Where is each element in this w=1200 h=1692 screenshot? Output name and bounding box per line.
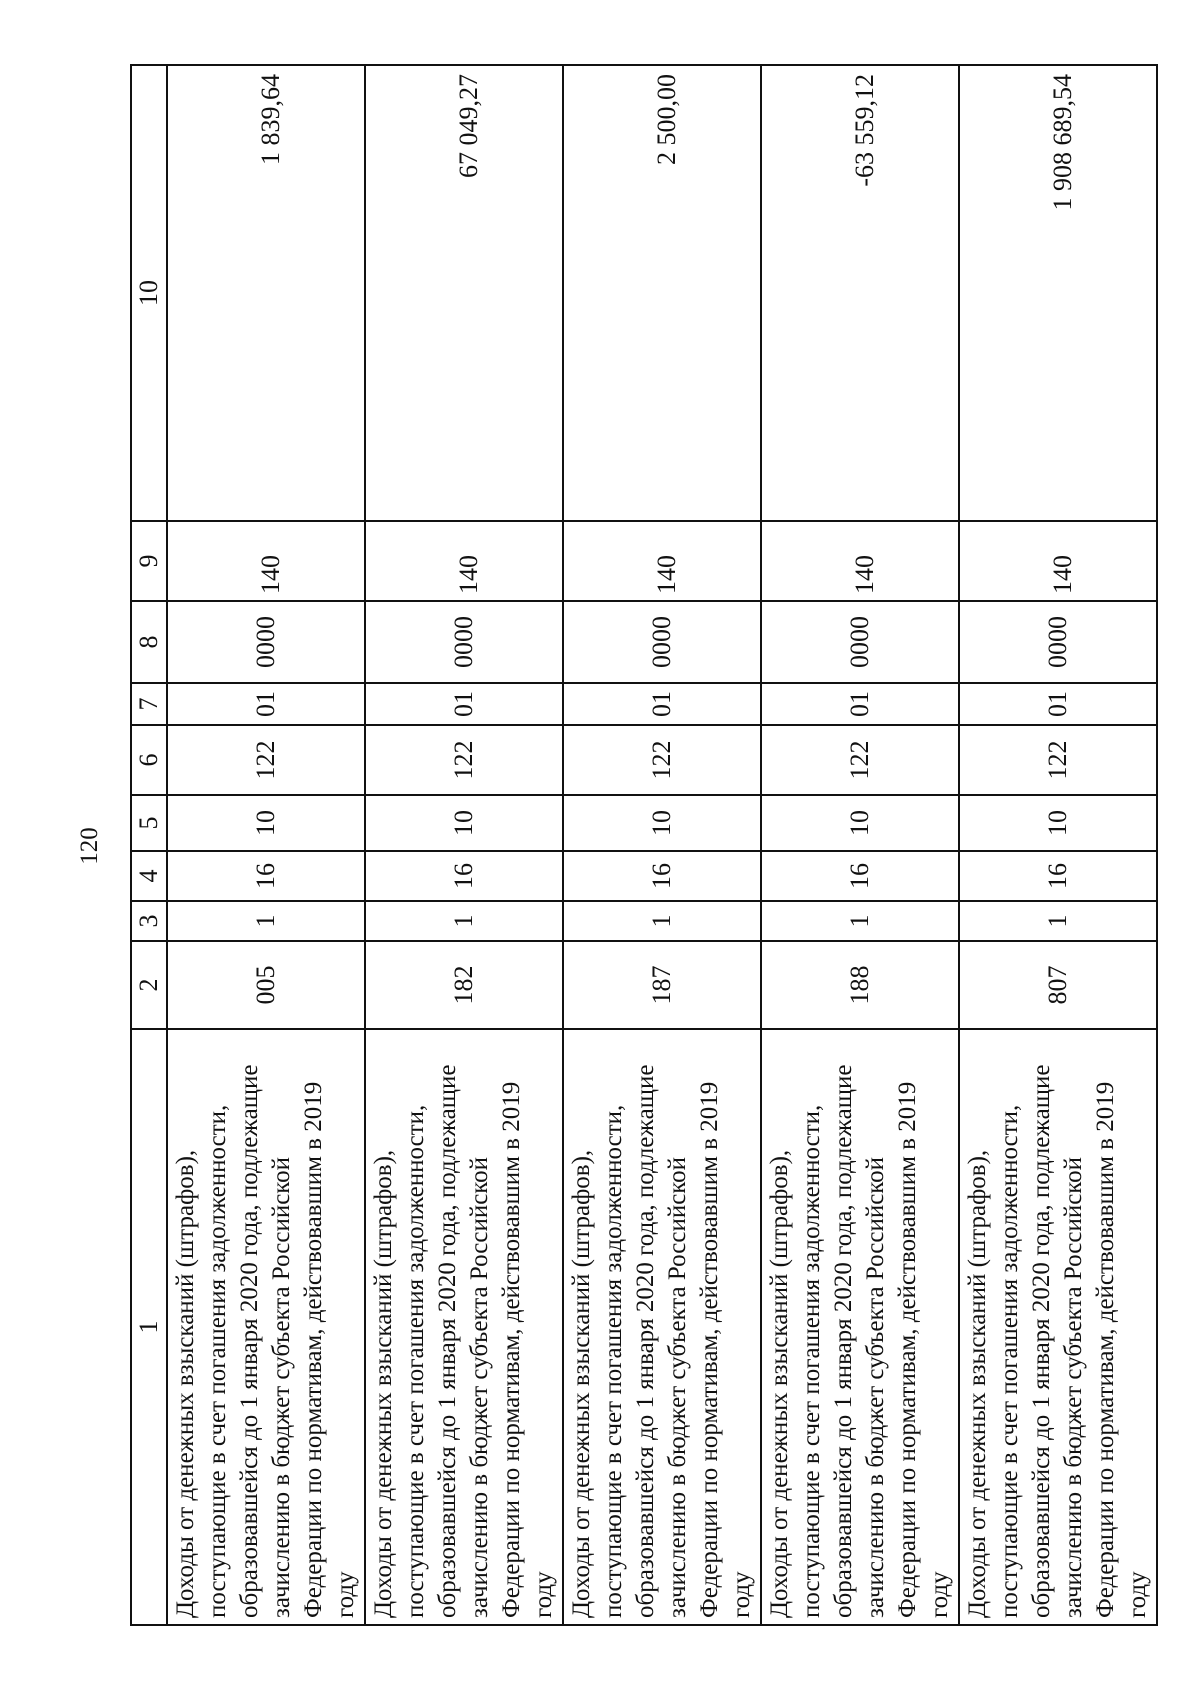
code-cell: 10	[563, 795, 761, 851]
code-cell: 10	[365, 795, 563, 851]
admin-code-cell: 807	[959, 941, 1157, 1029]
admin-code-cell: 182	[365, 941, 563, 1029]
row-description: Доходы от денежных взысканий (штрафов), поступающие в счет погашения задолженности, образовавшейся до 1 января 2020 года, подлежащие зачислению в бюджет субъекта Российской Федерации по нормативам, действовавшим в 2019 году	[167, 1029, 365, 1625]
column-header: 1	[131, 1029, 167, 1625]
table-row	[365, 65, 563, 1625]
code-cell: 16	[563, 851, 761, 901]
code-cell: 16	[761, 851, 959, 901]
column-header: 7	[131, 683, 167, 725]
amount-cell: 2 500,00	[563, 65, 761, 521]
code-cell: 1	[563, 901, 761, 941]
rotated-table-wrapper	[130, 66, 1151, 1626]
admin-code-cell: 187	[563, 941, 761, 1029]
column-header: 5	[131, 795, 167, 851]
column-header: 3	[131, 901, 167, 941]
table-header-row	[131, 65, 167, 1625]
amount-cell: 1 839,64	[167, 65, 365, 521]
code-cell: 10	[959, 795, 1157, 851]
code-cell: 0000	[761, 601, 959, 683]
table-row	[167, 65, 365, 1625]
code-cell: 1	[959, 901, 1157, 941]
code-cell: 10	[761, 795, 959, 851]
row-description: Доходы от денежных взысканий (штрафов), поступающие в счет погашения задолженности, образовавшейся до 1 января 2020 года, подлежащие зачислению в бюджет субъекта Российской Федерации по нормативам, действовавшим в 2019 году	[761, 1029, 959, 1625]
code-cell: 01	[761, 683, 959, 725]
code-cell: 1	[761, 901, 959, 941]
code-cell: 01	[365, 683, 563, 725]
code-cell: 122	[167, 725, 365, 795]
page-number: 120	[76, 827, 103, 865]
code-cell: 01	[959, 683, 1157, 725]
code-cell: 140	[167, 521, 365, 601]
code-cell: 140	[563, 521, 761, 601]
column-header: 6	[131, 725, 167, 795]
code-cell: 16	[167, 851, 365, 901]
column-header: 2	[131, 941, 167, 1029]
code-cell: 122	[761, 725, 959, 795]
code-cell: 140	[761, 521, 959, 601]
column-header: 8	[131, 601, 167, 683]
code-cell: 140	[959, 521, 1157, 601]
row-description: Доходы от денежных взысканий (штрафов), поступающие в счет погашения задолженности, образовавшейся до 1 января 2020 года, подлежащие зачислению в бюджет субъекта Российской Федерации по нормативам, действовавшим в 2019 году	[563, 1029, 761, 1625]
table-row	[761, 65, 959, 1625]
column-header: 10	[131, 65, 167, 521]
code-cell: 10	[167, 795, 365, 851]
table-row	[959, 65, 1157, 1625]
code-cell: 1	[365, 901, 563, 941]
code-cell: 01	[563, 683, 761, 725]
code-cell: 122	[365, 725, 563, 795]
amount-cell: 67 049,27	[365, 65, 563, 521]
code-cell: 122	[563, 725, 761, 795]
column-header: 4	[131, 851, 167, 901]
code-cell: 0000	[167, 601, 365, 683]
row-description: Доходы от денежных взысканий (штрафов), поступающие в счет погашения задолженности, образовавшейся до 1 января 2020 года, подлежащие зачислению в бюджет субъекта Российской Федерации по нормативам, действовавшим в 2019 году	[365, 1029, 563, 1625]
code-cell: 122	[959, 725, 1157, 795]
revenue-table	[130, 64, 1158, 1626]
amount-cell: -63 559,12	[761, 65, 959, 521]
code-cell: 01	[167, 683, 365, 725]
code-cell: 16	[365, 851, 563, 901]
amount-cell: 1 908 689,54	[959, 65, 1157, 521]
code-cell: 0000	[959, 601, 1157, 683]
code-cell: 16	[959, 851, 1157, 901]
admin-code-cell: 188	[761, 941, 959, 1029]
admin-code-cell: 005	[167, 941, 365, 1029]
table-row	[563, 65, 761, 1625]
row-description: Доходы от денежных взысканий (штрафов), поступающие в счет погашения задолженности, образовавшейся до 1 января 2020 года, подлежащие зачислению в бюджет субъекта Российской Федерации по нормативам, действовавшим в 2019 году	[959, 1029, 1157, 1625]
code-cell: 140	[365, 521, 563, 601]
code-cell: 0000	[563, 601, 761, 683]
column-header: 9	[131, 521, 167, 601]
code-cell: 1	[167, 901, 365, 941]
code-cell: 0000	[365, 601, 563, 683]
